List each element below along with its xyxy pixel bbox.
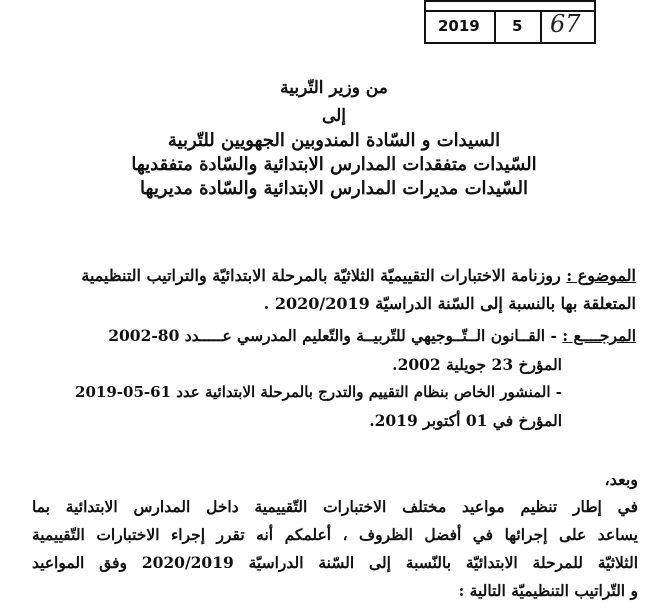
reference-item-1-text: - القــانون الــتّــوجيهي للتّربيــة والتّعليم المدرسي عـــــدد 80-2002 xyxy=(108,326,557,345)
reference-box-divider-2 xyxy=(540,10,542,44)
subject-line-2: المتعلقة بها بالنسبة إلى السّنة الدراسيّة 2020/2019 . xyxy=(263,294,636,313)
reference-item-2-line-1: - المنشور الخاص بنظام التقييم والتدرج بالمرحلة الابتدائية عدد 61-05-2019 xyxy=(75,383,562,401)
body-line-2: يساعد على إجرائها في أفضل الظروف ، أعلمكم أنه تقرر إجراء الاختبارات التّقييمية xyxy=(32,525,638,544)
reference-box-top-border xyxy=(424,0,596,2)
subject-text-1: روزنامة الاختبارات التقييميّة الثلاثيّة بالمرحلة الابتدائيّة والتراتيب التنظيمية xyxy=(81,266,561,285)
reference-box-divider-1 xyxy=(494,10,496,44)
reference-box xyxy=(424,0,596,44)
recipient-3: السّيدات مديرات المدارس الابتدائية والسّادة مديريها xyxy=(140,178,528,199)
sender-line: من وزير التّربية xyxy=(280,78,388,98)
reference-year: 2019 xyxy=(438,17,480,35)
reference-box-bottom-border xyxy=(424,42,596,44)
body-line-1: في إطار تنظيم مواعيد مختلف الاختبارات التّقييمية داخل المدارس الابتدائية بما xyxy=(32,497,638,516)
reference-item-2-line-2: المؤرخ في 01 أكتوبر 2019. xyxy=(369,411,562,430)
to-line: إلى xyxy=(321,106,347,126)
reference-box-right-border xyxy=(594,0,596,44)
reference-month: 5 xyxy=(512,17,523,35)
recipient-1: السيدات و السّادة المندوبين الجهويين للتّربية xyxy=(167,130,501,151)
body-line-4: و التّراتيب التنظيميّة التالية : xyxy=(458,581,638,600)
reference-number: 67 xyxy=(550,10,581,38)
subject-label: الموضوع : xyxy=(566,266,636,285)
reference-item-1-line-2: المؤرخ 23 جويلية 2002. xyxy=(392,355,562,374)
greeting: وبعد، xyxy=(604,470,638,489)
subject-line-1 xyxy=(81,266,636,285)
body-line-3: الثلاثيّة للمرحلة الابتدائيّة بالنّسبة إلى السّنة الدراسيّة 2020/2019 وفق المواعيد xyxy=(32,553,638,572)
references-label: المرجــــع : xyxy=(562,326,636,345)
reference-item-1-line-1 xyxy=(108,326,636,345)
reference-box-left-border xyxy=(424,0,426,44)
recipient-2: السّيدات متفقدات المدارس الابتدائية والسّادة متفقديها xyxy=(131,154,537,175)
